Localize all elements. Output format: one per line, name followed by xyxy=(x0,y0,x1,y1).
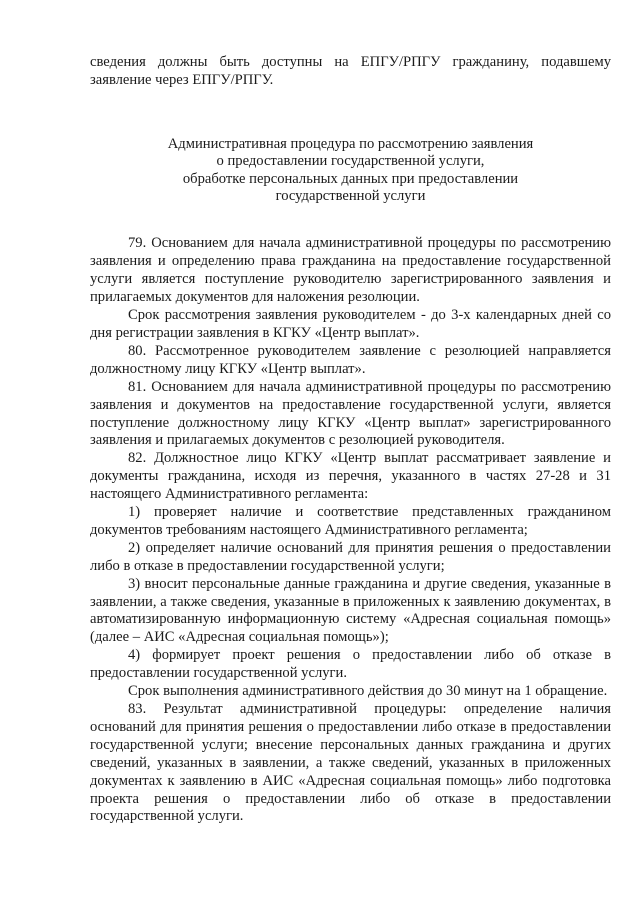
paragraph-80: 80. Рассмотренное руководителем заявление с резолюцией направляется должностному лицу КГКУ «Центр выплат». xyxy=(90,342,611,377)
section-heading-line: о предоставлении государственной услуги, xyxy=(216,153,485,170)
paragraph-83: 83. Результат административной процедуры: определение наличия оснований для принятия решения о предоставлении либо отказе в предоставлении государственной услуги; внесение персональных данных гражданина и других сведений, указанных в заявлении, а также сведений, указанных в приложенных документах к заявлению в АИС «Адресная социальная помощь» либо подготовка проекта решения о предоставлении либо об отказе в предоставлении государственной услуги. xyxy=(90,701,611,825)
section-heading-line: Административная процедура по рассмотрению заявления xyxy=(167,135,534,152)
section-heading-line: государственной услуги xyxy=(275,188,426,205)
section-heading-line: обработке персональных данных при предоставлении xyxy=(182,170,519,187)
list-item-3: 3) вносит персональные данные гражданина и другие сведения, указанные в заявлении, а также сведения, указанные в приложенных к заявлению документах, в автоматизированную информационную систему «Адресная социальная помощь» (далее – АИС «Адресная социальная помощь»); xyxy=(90,575,611,646)
paragraph-81: 81. Основанием для начала административной процедуры по рассмотрению заявления и документов на предоставление государственной услуги, является поступление должностному лицу КГКУ «Центр выплат» зарегистрированного заявления и прилагаемых документов с резолюцией руководителя. xyxy=(90,378,611,449)
intro-paragraph: сведения должны быть доступны на ЕПГУ/РПГУ гражданину, подавшему заявление через ЕПГУ/РПГУ. xyxy=(90,54,611,88)
document-page xyxy=(90,54,611,826)
paragraph-action-term: Срок выполнения административного действия до 30 минут на 1 обращение. xyxy=(128,683,608,700)
list-item-4: 4) формирует проект решения о предоставлении либо об отказе в предоставлении государственной услуги. xyxy=(90,647,611,682)
paragraph-review-term: Срок рассмотрения заявления руководителем - до 3-х календарных дней со дня регистрации заявления в КГКУ «Центр выплат». xyxy=(90,307,611,341)
section-heading xyxy=(90,136,611,206)
list-item-2: 2) определяет наличие оснований для принятия решения о предоставлении либо в отказе в предоставлении государственной услуги; xyxy=(90,539,611,574)
list-item-1: 1) проверяет наличие и соответствие представленных гражданином документов требованиям настоящего Административного регламента; xyxy=(90,504,611,538)
paragraph-82: 82. Должностное лицо КГКУ «Центр выплат рассматривает заявление и документы гражданина, исходя из перечня, указанного в частях 27-28 и 31 настоящего Административного регламента: xyxy=(90,450,611,503)
paragraph-79: 79. Основанием для начала административной процедуры по рассмотрению заявления и определению права гражданина на предоставление государственной услуги является поступление руководителю зарегистрированного заявления и прилагаемых документов для наложения резолюции. xyxy=(90,235,611,306)
